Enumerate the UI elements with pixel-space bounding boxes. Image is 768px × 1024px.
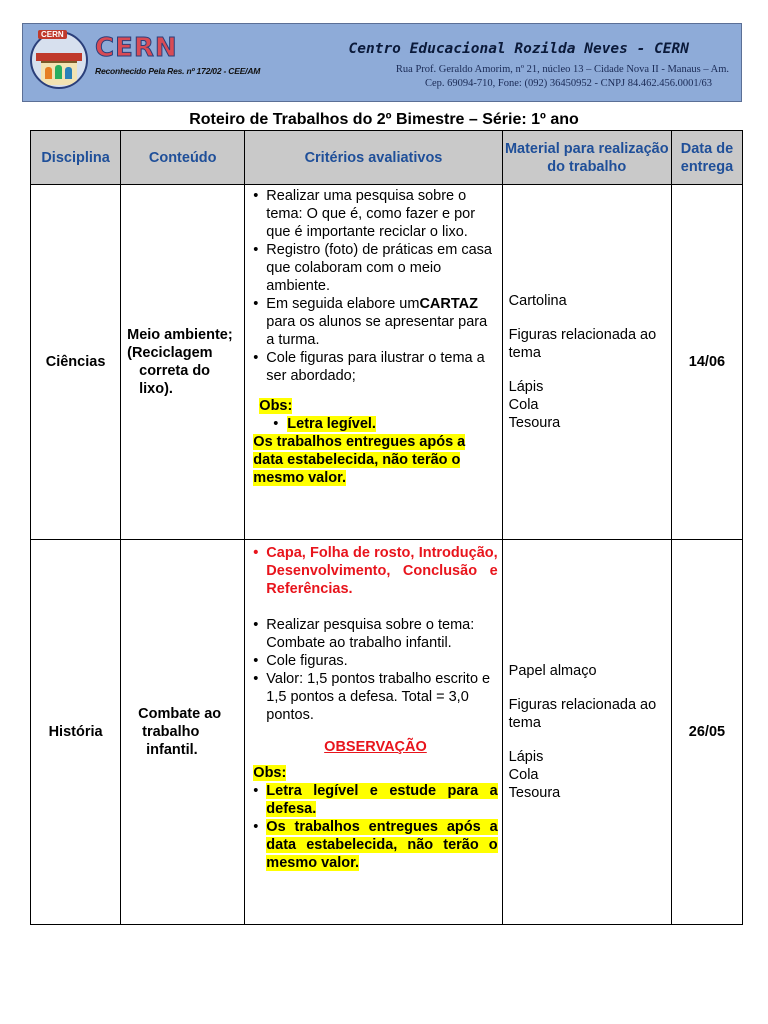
obs-item-text: Os trabalhos entregues após a data estabelecida, não terão o mesmo valor.: [266, 819, 498, 871]
accreditation-text: Reconhecido Pela Res. nº 172/02 - CEE/AM: [95, 66, 261, 76]
logo-figure: [45, 67, 52, 79]
material-item: Papel almaço: [508, 663, 597, 679]
material-item: Lápis: [508, 749, 544, 765]
material-item: Figuras relacionada ao tema: [508, 697, 657, 731]
header-disciplina: Disciplina: [31, 131, 121, 185]
conteudo-line: Combate ao: [138, 706, 222, 722]
logo-wordmark: CERN: [95, 33, 178, 63]
assignments-table: [30, 130, 743, 925]
data-entrega-cell: 26/05: [671, 540, 742, 925]
criterio-item: • Cole figuras para ilustrar o tema a ser abordado;: [253, 349, 497, 385]
criterio-item: • Cole figuras.: [253, 652, 497, 670]
material-cell: [502, 540, 671, 925]
logo-figure: [65, 67, 72, 79]
criterios-cell: [245, 185, 502, 540]
conteudo-line: correta do: [139, 363, 211, 379]
institution-contact: Cep. 69094-710, Fone: (092) 36450952 - CNPJ 84.462.456.0001/63: [425, 78, 712, 89]
conteudo-line: trabalho: [142, 724, 200, 740]
material-item: Cola: [508, 767, 539, 783]
institution-name: Centro Educacional Rozilda Neves - CERN: [348, 41, 689, 57]
criterio-emphasis: CARTAZ: [419, 296, 478, 312]
school-logo: [30, 31, 88, 89]
material-item: Tesoura: [508, 415, 561, 431]
header-banner: [22, 23, 742, 102]
logo-roof: [36, 53, 82, 61]
conteudo-line: (Reciclagem: [127, 345, 213, 361]
document-title: Roteiro de Trabalhos do 2º Bimestre – Série: 1º ano: [189, 111, 579, 128]
criterios-list: [253, 187, 497, 385]
criterio-item: • Realizar pesquisa sobre o tema: Combate ao trabalho infantil.: [253, 616, 497, 652]
header-material: Material para realização do trabalho: [502, 131, 671, 185]
material-item: Tesoura: [508, 785, 561, 801]
obs-title: Obs:: [259, 398, 293, 414]
header-criterios: Critérios avaliativos: [245, 131, 502, 185]
criterio-item: • Registro (foto) de práticas em casa que colaboram com o meio ambiente.: [253, 241, 497, 295]
obs-block: [253, 397, 497, 487]
table-row: [31, 540, 743, 925]
criterio-text: para os alunos se apresentar para a turma.: [266, 314, 488, 348]
conteudo-cell: [121, 540, 245, 925]
criterio-item: [253, 295, 497, 349]
table-row: [31, 185, 743, 540]
criterios-list: [253, 544, 497, 598]
criterio-item: • Valor: 1,5 pontos trabalho escrito e 1,5 pontos a defesa. Total = 3,0 pontos.: [253, 670, 497, 724]
obs-title: Obs:: [253, 765, 287, 781]
logo-figure: [55, 65, 62, 79]
material-item: Lápis: [508, 379, 544, 395]
conteudo-line: Meio ambiente;: [127, 327, 233, 343]
material-cell: [502, 185, 671, 540]
obs-item: [253, 782, 497, 818]
conteudo-line: infantil.: [146, 742, 198, 758]
disciplina-cell: Ciências: [31, 185, 121, 540]
header-data: Data de entrega: [671, 131, 742, 185]
material-item: Cola: [508, 397, 539, 413]
criterio-item: • Realizar uma pesquisa sobre o tema: O que é, como fazer e por que é importante reciclar o lixo.: [253, 187, 497, 241]
criterios-cell: [245, 540, 502, 925]
criterio-text: Em seguida elabore um: [266, 296, 420, 312]
material-item: Figuras relacionada ao tema: [508, 327, 657, 361]
conteudo-cell: [121, 185, 245, 540]
conteudo-line: lixo).: [139, 381, 173, 397]
obs-item-text: Letra legível e estude para a defesa.: [266, 783, 498, 817]
disciplina-cell: História: [31, 540, 121, 925]
obs-block: [253, 764, 497, 872]
criterio-item: • Capa, Folha de rosto, Introdução, Desenvolvimento, Conclusão e Referências.: [253, 544, 497, 598]
observacao-heading: OBSERVAÇÃO: [324, 739, 427, 755]
obs-list: [253, 782, 497, 872]
obs-item: Letra legível.: [287, 416, 376, 432]
header-conteudo: Conteúdo: [121, 131, 245, 185]
data-entrega-cell: 14/06: [671, 185, 742, 540]
obs-item: [253, 818, 497, 872]
institution-address: Rua Prof. Geraldo Amorim, nº 21, núcleo 13 – Cidade Nova II - Manaus – Am.: [395, 64, 729, 75]
obs-text: Os trabalhos entregues após a data estabelecida, não terão o mesmo valor.: [253, 434, 466, 486]
criterios-list: [253, 616, 497, 724]
table-header-row: [31, 131, 743, 185]
material-item: Cartolina: [508, 293, 567, 309]
logo-tag: CERN: [38, 30, 67, 39]
